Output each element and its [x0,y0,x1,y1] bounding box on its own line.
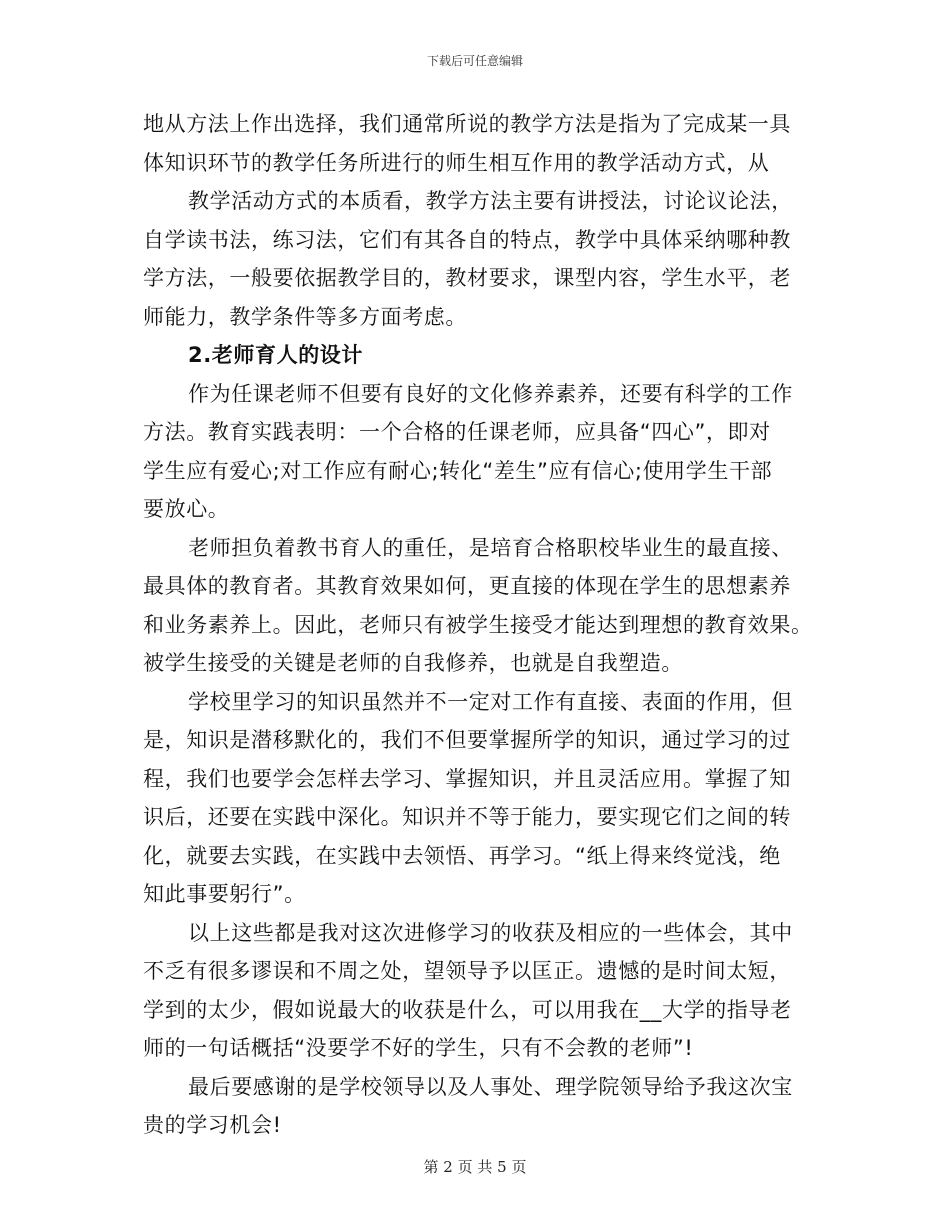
page-header: 下载后可任意编辑 [426,54,523,68]
text-line: 最后要感谢的是学校领导以及人事处、理学院领导给予我这次宝 [188,1074,793,1099]
text-line: 方法。教育实践表明：一个合格的任课老师，应具备“四心”，即对 [143,420,771,444]
text-line: 师能力，教学条件等多方面考虑。 [143,304,467,329]
text-line: 学校里学习的知识虽然并不一定对工作有直接、表面的作用，但 [188,689,793,714]
text-line: 地从方法上作出选择，我们通常所说的教学方法是指为了完成某一具 [143,112,791,136]
text-line: 老师担负着教书育人的重任，是培育合格职校毕业生的最直接、 [188,535,793,560]
text-line: 程，我们也要学会怎样去学习、掌握知识，并且灵活应用。掌握了知 [143,766,791,791]
text-line: 体知识环节的教学任务所进行的师生相互作用的教学活动方式，从 [143,150,770,175]
text-line: 是，知识是潜移默化的，我们不但要掌握所学的知识，通过学习的过 [143,728,791,752]
text-line: 化，就要去实践，在实践中去领悟、再学习。“纸上得来终觉浅，绝 [143,843,781,868]
text-line: 学到的太少，假如说最大的收获是什么，可以用我在__大学的指导老 [143,997,792,1022]
text-line: 被学生接受的关键是老师的自我修养，也就是自我塑造。 [143,651,683,675]
text-line: 学方法，一般要依据教学目的，教材要求，课型内容，学生水平，老 [143,266,791,290]
page-number-footer: 第 2 页 共 5 页 [423,1158,527,1176]
text-line: 作为任课老师不但要有良好的文化修养素养，还要有科学的工作 [188,381,793,406]
text-line: 师的一句话概括“没要学不好的学生，只有不会教的老师”! [143,1036,694,1060]
text-line: 和业务素养上。因此，老师只有被学生接受才能达到理想的教育效果。 [143,612,813,637]
text-line: 知此事要躬行”。 [143,882,306,906]
section-heading: 2.老师育人的设计 [188,343,363,367]
text-line: 学生应有爱心;对工作应有耐心;转化“差生”应有信心;使用学生干部 [143,458,773,483]
text-line: 以上这些都是我对这次进修学习的收获及相应的一些体会，其中 [188,920,793,945]
text-line: 自学读书法，练习法，它们有其各自的特点，教学中具体采纳哪种教 [143,227,791,252]
text-line: 要放心。 [143,497,230,521]
text-line: 最具体的教育者。其教育效果如何，更直接的体现在学生的思想素养 [143,574,791,598]
text-line: 不乏有很多谬误和不周之处，望领导予以匡正。遗憾的是时间太短， [143,959,791,983]
text-line: 教学活动方式的本质看，教学方法主要有讲授法，讨论议论法， [188,189,793,213]
document-body [143,105,813,1145]
text-line: 识后，还要在实践中深化。知识并不等于能力，要实现它们之间的转 [143,805,791,829]
text-line: 贵的学习机会! [143,1113,282,1137]
